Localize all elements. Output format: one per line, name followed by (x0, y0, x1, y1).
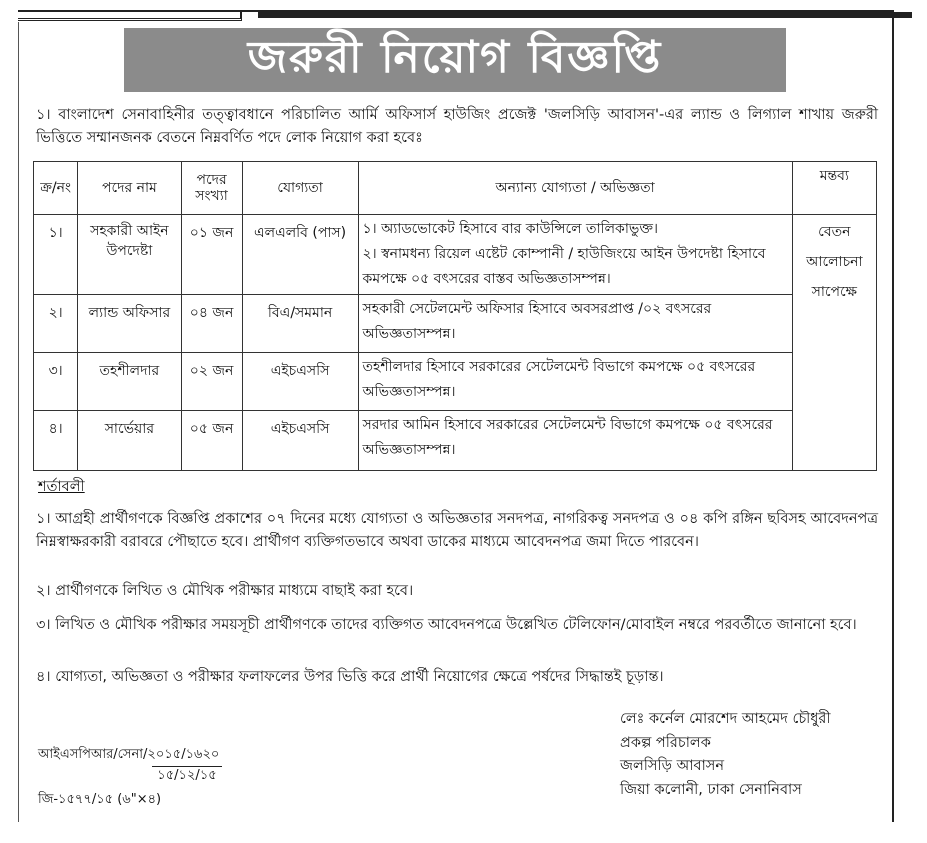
signature-block (620, 708, 831, 802)
signatory-org: জলসিড়ি আবাসন (620, 758, 725, 774)
terms-heading: শর্তাবলী (38, 479, 85, 495)
cell-count: ০৫ জন (181, 411, 242, 471)
cell-qualification: এলএলবি (পাস) (242, 215, 358, 295)
table-row (34, 411, 877, 471)
cell-qualification: এইচএসসি (242, 353, 358, 411)
experience-line: সহকারী সেটেলমেন্ট অফিসার হিসাবে অবসরপ্রাপ্ত /০২ বৎসরের অভিজ্ঞতাসম্পন্ন। (362, 301, 712, 342)
term-item: ১। আগ্রহী প্রার্থীগণকে বিজ্ঞপ্তি প্রকাশের ০৭ দিনের মধ্যে যোগ্যতা ও অভিজ্ঞতার সনদপত্র, নাগরিকত্ব সনদপত্র ও ০৪ কপি রঙ্গিন ছবিসহ আবেদনপত্র নিম্নস্বাক্ষরকারী বরাবরে পৌছাতে হবে। প্রার্থীগণ ব্যক্তিগতভাবে অথবা ডাকের মাধ্যমে আবেদনপত্র জমা দিতে পারবেন। (36, 511, 878, 550)
cell-experience (358, 215, 792, 295)
term-item: ৪। যোগ্যতা, অভিজ্ঞতা ও পরীক্ষার ফলাফলের উপর ভিত্তি করে প্রার্থী নিয়োগের ক্ষেত্রে পর্ষদের সিদ্ধান্তই চূড়ান্ত। (36, 669, 664, 685)
signatory-designation: প্রকল্প পরিচালক (620, 734, 711, 751)
cell-post: তহশীলদার (78, 353, 181, 411)
posts-table (33, 161, 877, 471)
cell-serial: ৪। (34, 411, 78, 471)
top-rule-left (18, 12, 242, 21)
cell-qualification: এইচএসসি (242, 411, 358, 471)
cell-count: ০৪ জন (181, 295, 242, 353)
header-remarks: মন্তব্য (792, 162, 876, 215)
top-rule-right (258, 12, 912, 18)
header-experience: অন্যান্য যোগ্যতা / অভিজ্ঞতা (358, 162, 792, 215)
reference-date: ১৫/১২/১৫ (152, 766, 222, 785)
cell-post: সহকারী আইন উপদেষ্টা (78, 215, 181, 295)
cell-experience (358, 353, 792, 411)
intro-paragraph: ১। বাংলাদেশ সেনাবাহিনীর তত্ত্বাবধানে পরিচালিত আর্মি অফিসার্স হাউজিং প্রজেক্ট 'জলসিড়ি আবাসন'-এর ল্যান্ড ও লিগ্যাল শাখায় জরুরী ভিত্তিতে সম্মানজনক বেতনে নিম্নবর্ণিত পদে লোক নিয়োগ করা হবেঃ (36, 107, 878, 146)
title-banner (124, 28, 786, 92)
table-row (34, 215, 877, 295)
header-serial: ক্র/নং (34, 162, 78, 215)
remarks-line: আলোচনা (806, 254, 863, 270)
header-post: পদের নাম (78, 162, 181, 215)
signatory-address: জিয়া কলোনী, ঢাকা সেনানিবাস (620, 781, 802, 798)
table-row (34, 295, 877, 353)
cell-experience (358, 411, 792, 471)
left-rule (18, 22, 19, 822)
term-item: ৩। লিখিত ও মৌখিক পরীক্ষার সময়সূচী প্রার্থীগণকে তাদের ব্যক্তিগত আবেদনপত্রে উল্লেখিত টেলিফোন/মোবাইল নম্বরে পরবর্তীতে জানানো হবে। (36, 617, 857, 633)
term-item: ২। প্রার্থীগণকে লিখিত ও মৌখিক পরীক্ষার মাধ্যমে বাছাই করা হবে। (36, 583, 414, 599)
table-row (34, 353, 877, 411)
page-title: জরুরী নিয়োগ বিজ্ঞপ্তি (247, 31, 663, 83)
cell-count: ০২ জন (181, 353, 242, 411)
experience-line: তহশীলদার হিসাবে সরকারের সেটেলমেন্ট বিভাগে কমপক্ষে ০৫ বৎসরের অভিজ্ঞতাসম্পন্ন। (362, 359, 756, 400)
table-header-row (34, 162, 877, 215)
header-qualification: যোগ্যতা (242, 162, 358, 215)
cell-experience (358, 295, 792, 353)
cell-remarks (792, 215, 876, 471)
remarks-line: সাপেক্ষে (811, 284, 858, 300)
cell-serial: ১। (34, 215, 78, 295)
experience-line: ২। স্বনামধন্য রিয়েল এষ্টেট কোম্পানী / হাউজিংয়ে আইন উপদেষ্টা হিসাবে কমপক্ষে ০৫ বৎসরের বাস্তব অভিজ্ঞতাসম্পন্ন। (362, 246, 766, 287)
cell-serial: ৩। (34, 353, 78, 411)
experience-line: ১। অ্যাডভোকেট হিসাবে বার কাউন্সিলে তালিকাভুক্ত। (362, 221, 658, 237)
remarks-line: বেতন (818, 224, 851, 240)
cell-post: ল্যান্ড অফিসার (78, 295, 181, 353)
header-count: পদের সংখ্যা (181, 162, 242, 215)
reference-memo: আইএসপিআর/সেনা/২০১৫/১৬২০ (38, 747, 220, 762)
reference-code: জি-১৫৭৭/১৫ (৬"×৪) (38, 792, 162, 807)
signatory-name: লেঃ কর্নেল মোরশেদ আহমেদ চৌধুরী (620, 711, 831, 727)
cell-post: সার্ভেয়ার (78, 411, 181, 471)
cell-serial: ২। (34, 295, 78, 353)
experience-line: সরদার আমিন হিসাবে সরকারের সেটেলমেন্ট বিভাগে কমপক্ষে ০৫ বৎসরের অভিজ্ঞতাসম্পন্ন। (362, 417, 773, 458)
cell-qualification: বিএ/সমমান (242, 295, 358, 353)
cell-count: ০১ জন (181, 215, 242, 295)
